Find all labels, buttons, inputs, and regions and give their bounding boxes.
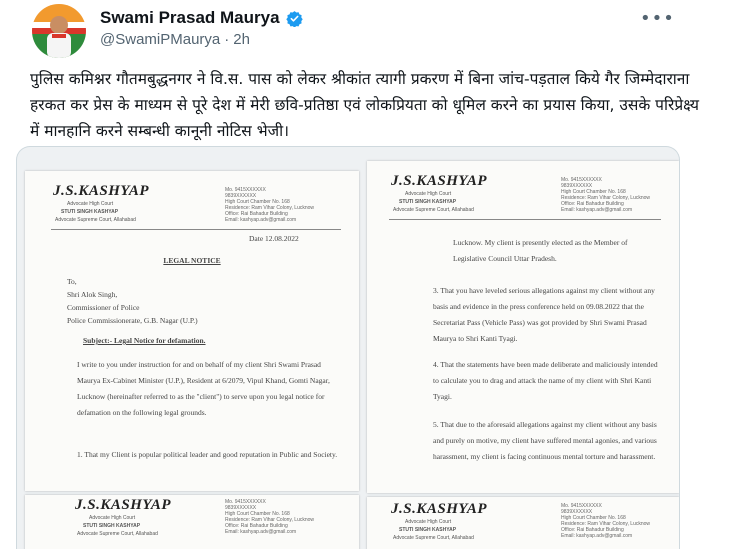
contact-line: Mo. 9415XXXXXX — [561, 177, 602, 183]
contact-line: Office: Rai Bahadur Building — [225, 523, 288, 529]
contact-line: Email: kashyap.adv@gmail.com — [225, 529, 297, 535]
notice-body: I write to you under instruction for and on behalf of my client Shri Swami Prasad Maurya Ex-Cabinet Minister (U.P.), Resident at 6/2079, Vipul Khand, Gomti Nagar, Lucknow (hereinafter referred to as the "client") to serve upon you legal notice for defamation on the following legal grounds. — [77, 360, 330, 417]
contact-line: Email: kashyap.adv@gmail.com — [561, 533, 633, 539]
firm-subtitle: Advocate High Court — [405, 191, 452, 197]
tweet-media-image[interactable] — [16, 146, 680, 549]
notice-title: LEGAL NOTICE — [163, 256, 221, 265]
addressee-line: Police Commissionerate, G.B. Nagar (U.P.) — [67, 316, 198, 325]
author-avatar[interactable] — [32, 4, 86, 58]
author-meta — [100, 31, 254, 48]
notice-addressee — [67, 275, 198, 327]
addressee-line: Shri Alok Singh, — [67, 290, 118, 299]
legal-notice-page-4 — [367, 497, 679, 549]
addressee-line: Commissioner of Police — [67, 303, 140, 312]
tweet-time[interactable]: 2h — [233, 31, 250, 48]
contact-line: High Court Chamber No. 168 — [561, 189, 626, 195]
contact-line: 9839XXXXXX — [561, 509, 593, 515]
firm-name: J.S.KASHYAP — [391, 173, 488, 189]
firm-subtitle: Advocate High Court — [405, 519, 452, 525]
contact-line: Office: Rai Bahadur Building — [225, 211, 288, 217]
firm-partner-title: Advocate Supreme Court, Allahabad — [77, 531, 158, 537]
firm-contact — [225, 499, 321, 535]
notice-point-5: 5. That due to the aforesaid allegations against my client without any basis and purely on motive, my client have suffered mental agonies, and various harassment, my client is facing continuous mental torture and harassment. — [433, 420, 657, 461]
notice-point-3: 3. That you have leveled serious allegations against my client without any basis and evidence in the press conference held on 09.08.2022 that the Secretariat Pass (Vehicle Pass) was got provided by Shri Swami Prasad Maurya to Shri Kanti Tyagi. — [433, 286, 655, 343]
firm-name: J.S.KASHYAP — [391, 501, 488, 517]
legal-notice-page-3 — [25, 495, 359, 549]
contact-line: Office: Rai Bahadur Building — [561, 201, 624, 207]
firm-contact — [561, 177, 657, 213]
contact-line: Mo. 9415XXXXXX — [561, 503, 602, 509]
firm-subtitle: Advocate High Court — [89, 515, 136, 521]
author-name-row — [100, 8, 303, 28]
notice-subject: Subject:- Legal Notice for defamation. — [83, 336, 206, 345]
firm-partner-title: Advocate Supreme Court, Allahabad — [393, 535, 474, 541]
contact-line: High Court Chamber No. 168 — [561, 515, 626, 521]
contact-line: Residence: Ram Vihar Colony, Lucknow — [561, 195, 651, 201]
firm-partner: STUTI SINGH KASHYAP — [83, 523, 141, 529]
firm-name: J.S.KASHYAP — [75, 497, 172, 513]
firm-partner-title: Advocate Supreme Court, Allahabad — [55, 217, 136, 223]
firm-contact — [561, 503, 657, 539]
contact-line: High Court Chamber No. 168 — [225, 199, 290, 205]
contact-line: Mo. 9415XXXXXX — [225, 187, 266, 193]
letterhead-divider — [389, 219, 661, 220]
notice-continuation: Lucknow. My client is presently elected as the Member of Legislative Council Uttar Pradesh. — [453, 238, 628, 263]
contact-line: 9839XXXXXX — [561, 183, 593, 189]
firm-partner: STUTI SINGH KASHYAP — [61, 209, 119, 215]
firm-partner-title: Advocate Supreme Court, Allahabad — [393, 207, 474, 213]
author-handle[interactable]: @SwamiPMaurya — [100, 31, 221, 48]
firm-partner: STUTI SINGH KASHYAP — [399, 527, 457, 533]
firm-name: J.S.KASHYAP — [53, 183, 150, 199]
firm-contact — [225, 187, 321, 223]
contact-line: Email: kashyap.adv@gmail.com — [225, 217, 297, 223]
verified-badge-icon — [286, 10, 303, 27]
firm-subtitle: Advocate High Court — [67, 201, 114, 207]
legal-notice-page-1 — [25, 171, 359, 491]
tweet-text — [30, 66, 710, 144]
tweet-text-content: पुलिस कमिश्नर गौतमबुद्धनगर ने वि.स. पास को लेकर श्रीकांत त्यागी प्रकरण में बिना जांच-पड़ताल किये गैर जिम्मेदाराना हरकत कर प्रेस के माध्यम से पूरे देश में मेरी छवि-प्रतिष्ठा एवं लोकप्रियता को धूमिल करने का प्रयास किया, उसके परिप्रेक्ष्य में मानहानि करने सम्बन्धी कानूनी नोटिस भेजी। — [30, 70, 700, 140]
contact-line: 9839XXXXXX — [225, 505, 257, 511]
contact-line: Residence: Ram Vihar Colony, Lucknow — [225, 205, 315, 211]
contact-line: Email: kashyap.adv@gmail.com — [561, 207, 633, 213]
meta-separator: · — [224, 31, 230, 48]
notice-point-4: 4. That the statements have been made deliberate and maliciously intended to calculate you to drag and attack the name of my client with Shri Kanti Tyagi. — [433, 360, 658, 401]
letterhead-divider — [51, 229, 341, 230]
notice-date: Date 12.08.2022 — [249, 234, 299, 243]
firm-partner: STUTI SINGH KASHYAP — [399, 199, 457, 205]
contact-line: Residence: Ram Vihar Colony, Lucknow — [561, 521, 651, 527]
author-name[interactable]: Swami Prasad Maurya — [100, 8, 280, 27]
addressee-line: To, — [67, 277, 77, 286]
legal-notice-page-2 — [367, 161, 679, 493]
notice-point-1: 1. That my Client is popular political leader and good reputation in Public and Society. — [77, 450, 338, 459]
contact-line: Office: Rai Bahadur Building — [561, 527, 624, 533]
more-icon[interactable]: ••• — [640, 8, 675, 29]
contact-line: 9839XXXXXX — [225, 193, 257, 199]
contact-line: High Court Chamber No. 168 — [225, 511, 290, 517]
contact-line: Residence: Ram Vihar Colony, Lucknow — [225, 517, 315, 523]
contact-line: Mo. 9415XXXXXX — [225, 499, 266, 505]
